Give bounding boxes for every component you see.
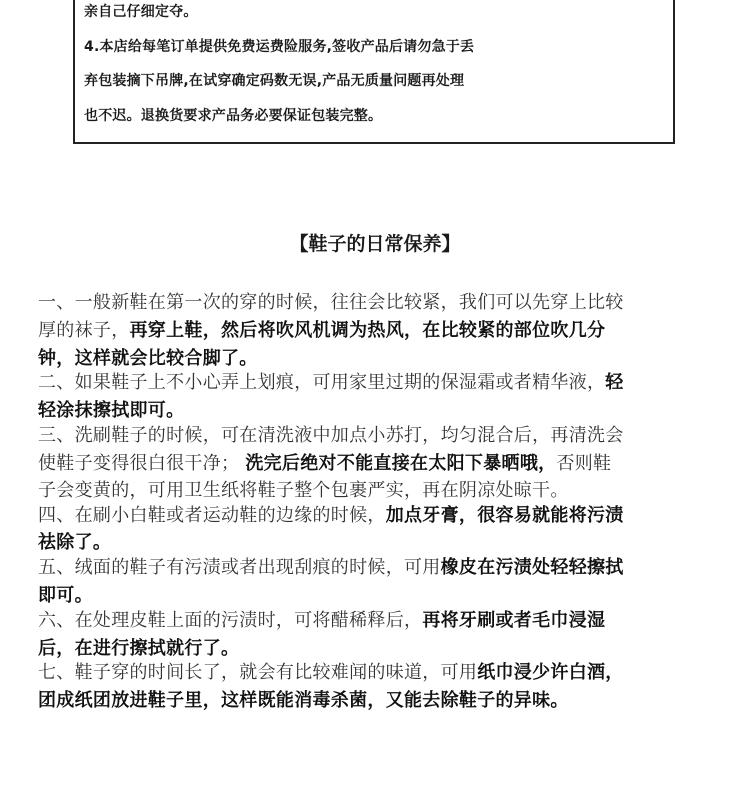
care-line <box>38 370 624 396</box>
care-line <box>38 530 111 556</box>
care-text: 二、如果鞋子上不小心弄上划痕，可用家里过期的保湿霜或者精华液， <box>38 372 606 393</box>
care-text-bold: 洗完后绝对不能直接在太阳下暴晒哦， <box>245 453 557 474</box>
care-text: 厚的袜子， <box>38 320 130 341</box>
care-line <box>38 451 611 477</box>
care-text: 四、在刷小白鞋或者运动鞋的边缘的时候， <box>38 505 386 526</box>
care-line <box>38 398 184 424</box>
care-text: 六、在处理皮鞋上面的污渍时，可将醋稀释后， <box>38 610 423 631</box>
notice-line: 弃包装摘下吊牌,在试穿确定码数无误,产品无质量问题再处理 <box>84 73 465 89</box>
care-text: 五、绒面的鞋子有污渍或者出现刮痕的时候，可用 <box>38 557 441 578</box>
care-line <box>38 636 239 662</box>
care-text: 否则鞋 <box>556 453 612 474</box>
care-text-bold: 纸巾浸少许白酒， <box>477 662 624 683</box>
care-text-bold: 即可。 <box>38 585 93 606</box>
section-title: 【鞋子的日常保养】 <box>289 233 461 255</box>
care-line <box>38 688 569 714</box>
care-text-bold: 橡皮在污渍处轻轻擦拭 <box>440 557 624 578</box>
care-text: 一、一般新鞋在第一次的穿的时候，往往会比较紧，我们可以先穿上比较 <box>38 292 624 313</box>
care-line <box>38 346 258 372</box>
care-line <box>38 318 605 344</box>
care-text-bold: 再穿上鞋，然后将吹风机调为热风，在比较紧的部位吹几分 <box>129 320 606 341</box>
notice-line: 也不迟。退换货要求产品务必要保证包装完整。 <box>84 108 383 124</box>
care-text-bold: 祛除了。 <box>38 532 112 553</box>
care-text-bold: 钟，这样就会比较合脚了。 <box>38 348 258 369</box>
care-text: 子会变黄的，可用卫生纸将鞋子整个包裹严实，再在阴凉处晾干。 <box>38 480 569 501</box>
care-text: 三、洗刷鞋子的时候，可在清洗液中加点小苏打，均匀混合后，再清洗会 <box>38 425 624 446</box>
notice-line: 亲自己仔细定夺。 <box>84 4 198 20</box>
care-line <box>38 503 624 529</box>
care-line <box>38 478 569 504</box>
care-text: 七、鞋子穿的时间长了，就会有比较难闻的味道，可用 <box>38 662 478 683</box>
care-text: 使鞋子变得很白很干净； <box>38 453 246 474</box>
care-text-bold: 轻 <box>605 372 624 393</box>
care-line <box>38 608 605 634</box>
care-text-bold: 加点牙膏，很容易就能将污渍 <box>385 505 624 526</box>
care-text-bold: 轻涂抹擦拭即可。 <box>38 400 185 421</box>
care-line <box>38 583 93 609</box>
care-line <box>38 290 624 316</box>
care-line <box>38 660 624 686</box>
care-text-bold: 团成纸团放进鞋子里，这样既能消毒杀菌，又能去除鞋子的异味。 <box>38 690 569 711</box>
care-line <box>38 555 624 581</box>
care-text-bold: 后，在进行擦拭就行了。 <box>38 638 240 659</box>
care-line <box>38 423 624 449</box>
care-text-bold: 再将牙刷或者毛巾浸湿 <box>422 610 606 631</box>
notice-line: 4.本店给每笔订单提供免费运费险服务,签收产品后请勿急于丢 <box>84 39 475 55</box>
